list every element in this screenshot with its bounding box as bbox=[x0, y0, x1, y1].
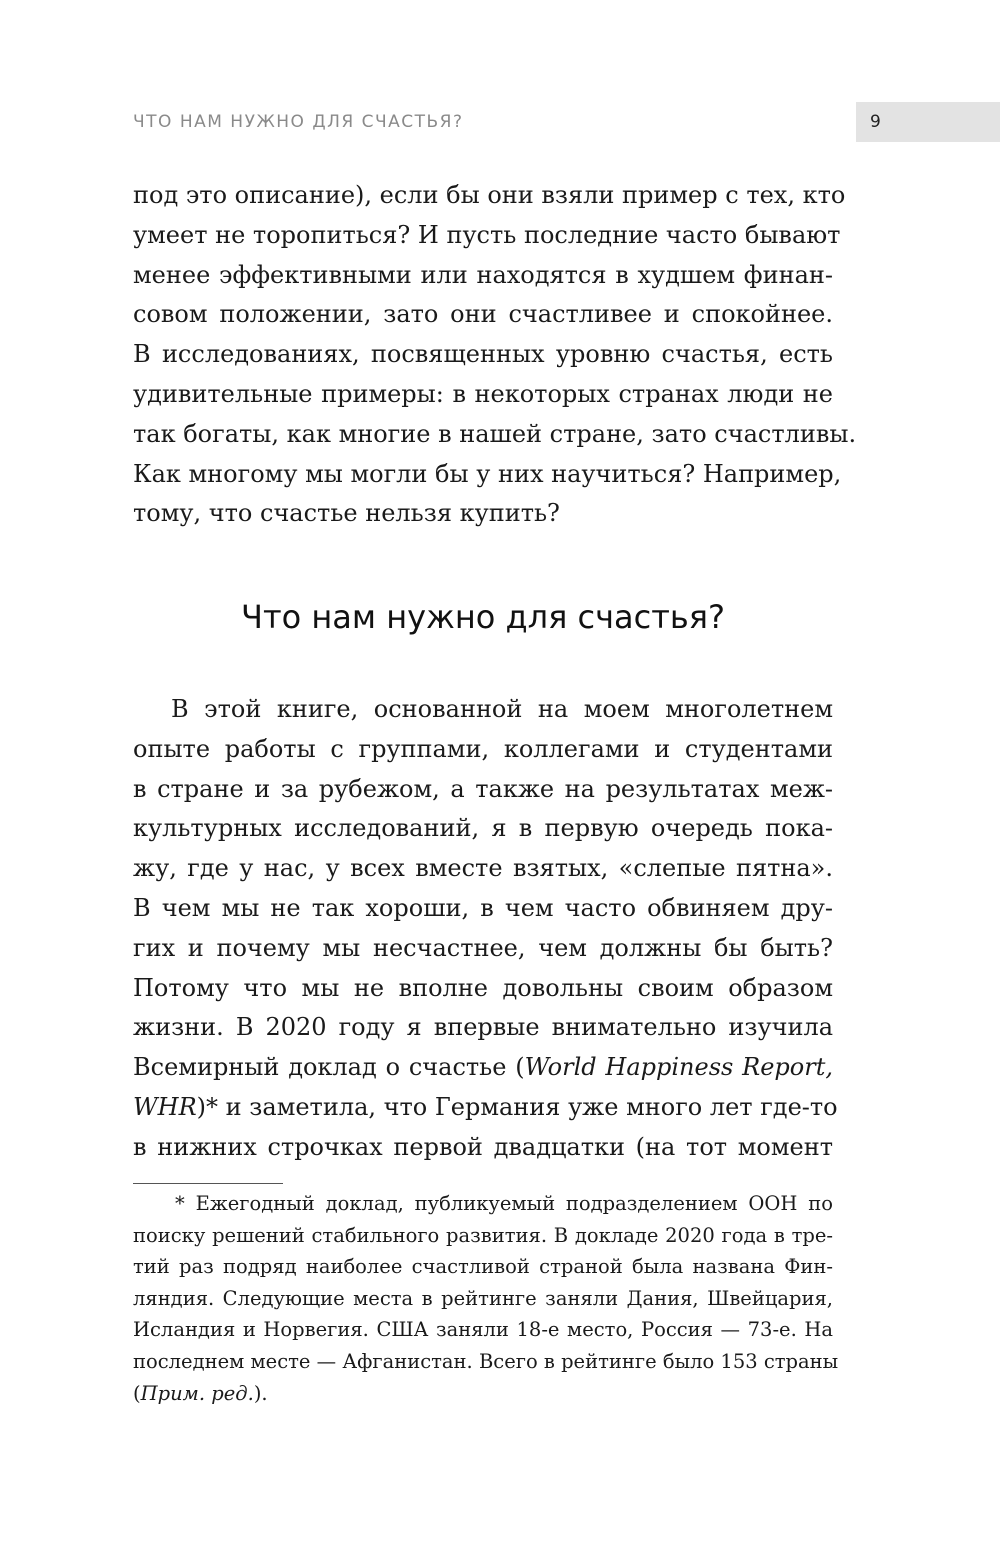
page-number: 9 bbox=[870, 112, 881, 132]
paragraph-line: удивительные примеры: в некоторых странах люди не bbox=[133, 379, 833, 408]
paragraph-line: опыте работы с группами, коллегами и студентами bbox=[133, 734, 833, 763]
footnote-divider bbox=[133, 1183, 283, 1184]
paragraph-continuation bbox=[133, 176, 857, 534]
paragraph-line: В чем мы не так хороши, в чем часто обвиняем дру- bbox=[133, 893, 833, 922]
paragraph-line: в стране и за рубежом, а также на результатах меж- bbox=[133, 774, 833, 803]
line-text: ). bbox=[253, 1381, 268, 1405]
section-heading: Что нам нужно для счастья? bbox=[241, 598, 725, 636]
paragraph-line: Потому что мы не вполне довольны своим образом bbox=[133, 973, 833, 1002]
footnote-line: ляндия. Следующие места в рейтинге заняли Дания, Швейцария, bbox=[133, 1286, 833, 1310]
paragraph-line: Как многому мы могли бы у них научиться? Например, bbox=[133, 459, 842, 488]
paragraph-line bbox=[133, 1088, 838, 1128]
paragraph-line: тому, что счастье нельзя купить? bbox=[133, 499, 560, 528]
editor-note-italic: Прим. ред. bbox=[140, 1381, 254, 1405]
footnote-line: тий раз подряд наиболее счастливой страной была названа Фин- bbox=[133, 1255, 833, 1279]
paragraph-line: гих и почему мы несчастнее, чем должны бы быть? bbox=[133, 933, 833, 962]
paragraph-line: совом положении, зато они счастливее и спокойнее. bbox=[133, 300, 833, 329]
report-abbreviation-italic: WHR bbox=[133, 1092, 197, 1121]
footnote-line: поиску решений стабильного развития. В докладе 2020 года в тре- bbox=[133, 1223, 833, 1247]
report-title-italic: World Happiness Report, bbox=[524, 1053, 833, 1082]
paragraph-line: менее эффективными или находятся в худшем финан- bbox=[133, 260, 833, 289]
paragraph-line: в нижних строчках первой двадцатки (на тот момент bbox=[133, 1132, 833, 1161]
paragraph-line: В этой книге, основанной на моем многолетнем bbox=[171, 695, 833, 723]
footnote-line bbox=[133, 1378, 833, 1410]
paragraph-line bbox=[133, 1048, 833, 1088]
paragraph-line: под это описание), если бы они взяли пример с тех, кто bbox=[133, 181, 846, 209]
page-number-tab bbox=[856, 102, 1000, 142]
paragraph-line: жу, где у нас, у всех вместе взятых, «слепые пятна». bbox=[133, 854, 833, 883]
footnote-line: * Ежегодный доклад, публикуемый подразделением ООН по bbox=[175, 1192, 833, 1215]
paragraph-line: В исследованиях, посвященных уровню счастья, есть bbox=[133, 340, 833, 369]
footnote-line: Исландия и Норвегия. США заняли 18-е место, Россия — 73-е. На bbox=[133, 1318, 833, 1342]
line-text: ( bbox=[133, 1381, 141, 1405]
paragraph-main bbox=[133, 690, 838, 1168]
paragraph-line: культурных исследований, я в первую очередь пока- bbox=[133, 814, 833, 843]
footnote-line: последнем месте — Афганистан. Всего в рейтинге было 153 страны bbox=[133, 1349, 839, 1373]
paragraph-line: так богаты, как многие в нашей стране, зато счастливы. bbox=[133, 419, 857, 448]
running-head-title: ЧТО НАМ НУЖНО ДЛЯ СЧАСТЬЯ? bbox=[133, 112, 464, 132]
line-text: )* и заметила, что Германия уже много лет где-то bbox=[196, 1092, 838, 1121]
paragraph-line: жизни. В 2020 году я впервые внимательно изучила bbox=[133, 1013, 833, 1042]
footnote bbox=[133, 1188, 839, 1409]
line-text: Всемирный доклад о счастье ( bbox=[133, 1053, 525, 1082]
paragraph-line: умеет не торопиться? И пусть последние часто бывают bbox=[133, 220, 841, 249]
